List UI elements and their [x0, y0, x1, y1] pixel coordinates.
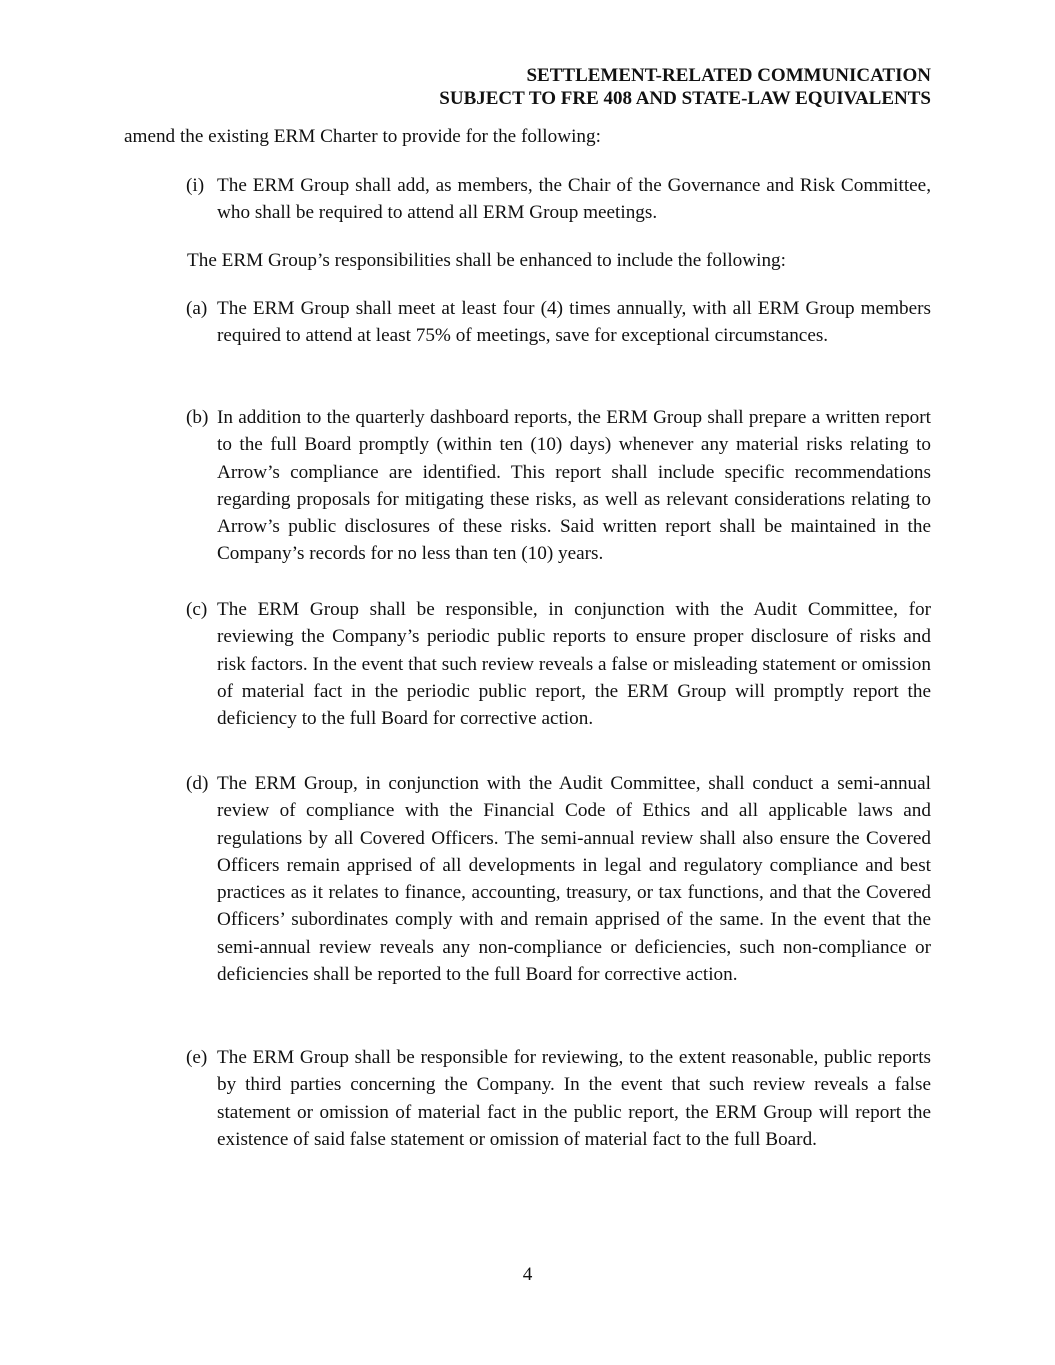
list-marker: (i) — [186, 175, 205, 196]
list-marker: (d) — [186, 773, 209, 794]
header-line-2: SUBJECT TO FRE 408 AND STATE-LAW EQUIVALENTS — [439, 88, 931, 109]
responsibilities-subheading: The ERM Group’s responsibilities shall be enhanced to include the following: — [187, 250, 786, 271]
intro-paragraph: amend the existing ERM Charter to provide for the following: — [124, 126, 601, 147]
list-item-e — [186, 1044, 931, 1153]
confidentiality-header — [439, 64, 931, 110]
page-number: 4 — [522, 1264, 533, 1285]
list-marker: (c) — [186, 599, 208, 620]
list-marker: (e) — [186, 1047, 208, 1068]
list-marker: (a) — [186, 298, 208, 319]
list-item-text: The ERM Group shall be responsible for reviewing, to the extent reasonable, public reports by third parties concerning the Company. In the event that such review reveals a false statement or omission of material fact in the public report, the ERM Group will report the existence of said false statement or omission of material fact to the full Board. — [217, 1047, 931, 1150]
list-item-text: In addition to the quarterly dashboard reports, the ERM Group shall prepare a written report to the full Board promptly (within ten (10) days) whenever any material risks relating to Arrow’s compliance are identified. This report shall include specific recommendations regarding proposals for mitigating these risks, as well as relevant considerations relating to Arrow’s public disclosures of these risks. Said written report shall be maintained in the Company’s records for no less than ten (10) years. — [217, 407, 931, 565]
list-marker: (b) — [186, 407, 209, 428]
list-item-text: The ERM Group shall add, as members, the Chair of the Governance and Risk Committee, who shall be required to attend all ERM Group meetings. — [217, 175, 931, 224]
list-item-text: The ERM Group shall be responsible, in conjunction with the Audit Committee, for reviewing the Company’s periodic public reports to ensure proper disclosure of risks and risk factors. In the event that such review reveals a false or misleading statement or omission of material fact in the periodic public report, the ERM Group will promptly report the deficiency to the full Board for corrective action. — [217, 599, 931, 730]
list-item-c — [186, 596, 931, 732]
list-item-text: The ERM Group shall meet at least four (4) times annually, with all ERM Group members required to attend at least 75% of meetings, save for exceptional circumstances. — [217, 298, 931, 347]
header-line-1: SETTLEMENT-RELATED COMMUNICATION — [526, 65, 931, 86]
list-item-d — [186, 770, 931, 988]
list-item-i — [186, 172, 931, 227]
list-item-b — [186, 404, 931, 568]
list-item-a — [186, 295, 931, 350]
list-item-text: The ERM Group, in conjunction with the Audit Committee, shall conduct a semi-annual review of compliance with the Financial Code of Ethics and all applicable laws and regulations by all Covered Officers. The semi-annual review shall also ensure the Covered Officers remain apprised of all developments in legal and regulatory compliance and best practices as it relates to finance, accounting, treasury, or tax functions, and that the Covered Officers’ subordinates comply with and remain apprised of the same. In the event that the semi-annual review reveals any non-compliance or deficiencies, such non-compliance or deficiencies shall be reported to the full Board for corrective action. — [217, 773, 931, 986]
